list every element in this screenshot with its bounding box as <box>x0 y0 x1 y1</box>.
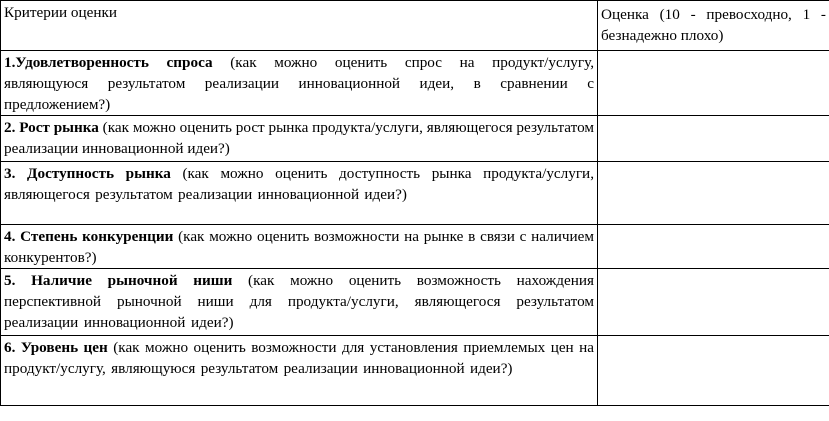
score-cell[interactable] <box>598 269 829 336</box>
table-row <box>1 162 829 225</box>
criterion-name: 1.Удовлетворенность спроса <box>4 54 213 71</box>
table-row <box>1 336 829 406</box>
criterion-description: (как можно оценить возможности для установления приемлемых цен на продукт/услугу, являющуюся результатом реализации инновационной идеи?) <box>4 339 594 377</box>
criterion-description: (как можно оценить спрос на продукт/услугу, являющуюся результатом реализации инновационной идеи, в сравнении с предложением?) <box>4 54 594 113</box>
table-row <box>1 51 829 116</box>
criterion-name: 5. Наличие рыночной ниши <box>4 272 233 289</box>
criterion-cell <box>1 225 598 269</box>
criterion-name: 2. Рост рынка <box>4 119 99 136</box>
table-row <box>1 269 829 336</box>
score-column-header: Оценка (10 - превосходно, 1 - безнадежно плохо) <box>598 1 829 51</box>
criterion-name: 6. Уровень цен <box>4 339 108 356</box>
score-cell[interactable] <box>598 51 829 116</box>
criterion-description: (как можно оценить возможности на рынке в связи с наличием конкурентов?) <box>4 228 594 266</box>
table-header-row <box>1 1 829 51</box>
score-cell[interactable] <box>598 225 829 269</box>
criterion-cell <box>1 51 598 116</box>
criterion-name: 4. Степень конкуренции <box>4 228 174 245</box>
criterion-cell <box>1 162 598 225</box>
score-cell[interactable] <box>598 162 829 225</box>
criterion-cell <box>1 116 598 162</box>
table-row <box>1 116 829 162</box>
criterion-cell <box>1 269 598 336</box>
criterion-cell <box>1 336 598 406</box>
criterion-name: 3. Доступность рынка <box>4 165 171 182</box>
criterion-description: (как можно оценить возможность нахождения перспективной рыночной ниши для продукта/услуги, являющегося результатом реализации инновационной идеи?) <box>4 272 594 331</box>
table-row <box>1 225 829 269</box>
criterion-description: (как можно оценить рост рынка продукта/услуги, являющегося результатом реализации инновационной идеи?) <box>4 119 594 157</box>
score-cell[interactable] <box>598 336 829 406</box>
score-cell[interactable] <box>598 116 829 162</box>
criterion-description: (как можно оценить доступность рынка продукта/услуги, являющегося результатом реализации инновационной идеи?) <box>4 165 594 203</box>
criteria-column-header: Критерии оценки <box>1 1 598 51</box>
